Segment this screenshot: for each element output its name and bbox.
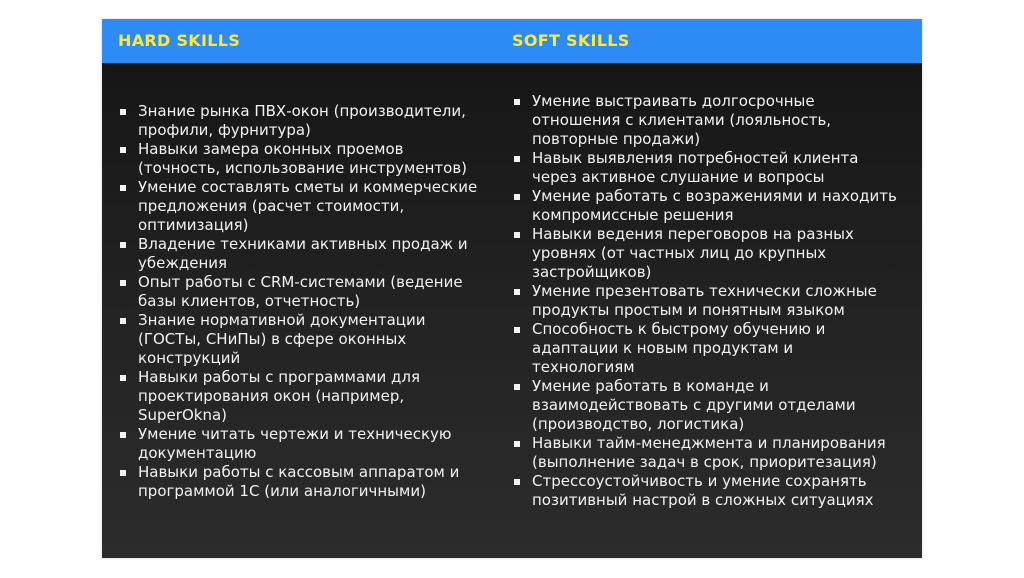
list-item-text: Стрессоустойчивость и умение сохранять позитивный настрой в сложных ситуациях <box>532 472 874 509</box>
list-item <box>120 273 488 311</box>
list-item <box>514 92 899 149</box>
square-bullet-icon <box>120 318 126 324</box>
square-bullet-icon <box>514 289 520 295</box>
square-bullet-icon <box>120 375 126 381</box>
list-item <box>514 320 899 377</box>
list-item-text: Умение презентовать технически сложные продукты простым и понятным языком <box>532 282 877 319</box>
list-item <box>514 377 899 434</box>
list-item <box>120 102 488 140</box>
list-item-text: Умение работать с возражениями и находить компромиссные решения <box>532 187 897 224</box>
list-item-text: Навыки ведения переговоров на разных уровнях (от частных лиц до крупных застройщиков) <box>532 225 854 281</box>
square-bullet-icon <box>514 384 520 390</box>
list-item <box>514 225 899 282</box>
list-item <box>120 463 488 501</box>
list-item-text: Умение выстраивать долгосрочные отношения с клиентами (лояльность, повторные продажи) <box>532 92 832 148</box>
square-bullet-icon <box>120 242 126 248</box>
square-bullet-icon <box>514 156 520 162</box>
list-item <box>120 178 488 235</box>
square-bullet-icon <box>120 109 126 115</box>
list-item-text: Умение составлять сметы и коммерческие предложения (расчет стоимости, оптимизация) <box>138 178 478 234</box>
list-item-text: Владение техниками активных продаж и убеждения <box>138 235 468 272</box>
skills-table <box>102 19 922 558</box>
list-item-text: Навык выявления потребностей клиента через активное слушание и вопросы <box>532 149 859 186</box>
list-item-text: Способность к быстрому обучению и адаптации к новым продуктам и технологиям <box>532 320 826 376</box>
list-item-text: Умение работать в команде и взаимодействовать с другими отделами (производство, логистика) <box>532 377 856 433</box>
list-item <box>120 311 488 368</box>
table-header <box>102 19 922 63</box>
square-bullet-icon <box>514 479 520 485</box>
list-item <box>120 425 488 463</box>
list-item <box>514 472 899 510</box>
list-item <box>514 149 899 187</box>
soft-skills-list <box>514 92 899 510</box>
square-bullet-icon <box>120 185 126 191</box>
list-item-text: Навыки тайм-менеджмента и планирования (выполнение задач в срок, приоритезация) <box>532 434 886 471</box>
list-item-text: Навыки работы с программами для проектирования окон (например, SuperOkna) <box>138 368 420 424</box>
list-item <box>514 282 899 320</box>
square-bullet-icon <box>514 441 520 447</box>
square-bullet-icon <box>120 470 126 476</box>
list-item-text: Знание рынка ПВХ-окон (производители, профили, фурнитура) <box>138 102 466 139</box>
soft-skills-heading: SOFT SKILLS <box>512 31 630 50</box>
square-bullet-icon <box>120 280 126 286</box>
square-bullet-icon <box>514 99 520 105</box>
list-item <box>120 368 488 425</box>
square-bullet-icon <box>120 432 126 438</box>
list-item-text: Умение читать чертежи и техническую документацию <box>138 425 452 462</box>
square-bullet-icon <box>514 232 520 238</box>
list-item <box>120 140 488 178</box>
hard-skills-list <box>120 102 488 501</box>
list-item-text: Опыт работы с CRM-системами (ведение базы клиентов, отчетность) <box>138 273 463 310</box>
square-bullet-icon <box>514 194 520 200</box>
list-item-text: Навыки замера оконных проемов (точность, использование инструментов) <box>138 140 468 177</box>
list-item <box>514 187 899 225</box>
list-item <box>120 235 488 273</box>
list-item-text: Знание нормативной документации (ГОСТы, СНиПы) в сфере оконных конструкций <box>138 311 426 367</box>
list-item-text: Навыки работы с кассовым аппаратом и программой 1С (или аналогичными) <box>138 463 460 500</box>
hard-skills-heading: HARD SKILLS <box>118 31 241 50</box>
square-bullet-icon <box>120 147 126 153</box>
list-item <box>514 434 899 472</box>
square-bullet-icon <box>514 327 520 333</box>
